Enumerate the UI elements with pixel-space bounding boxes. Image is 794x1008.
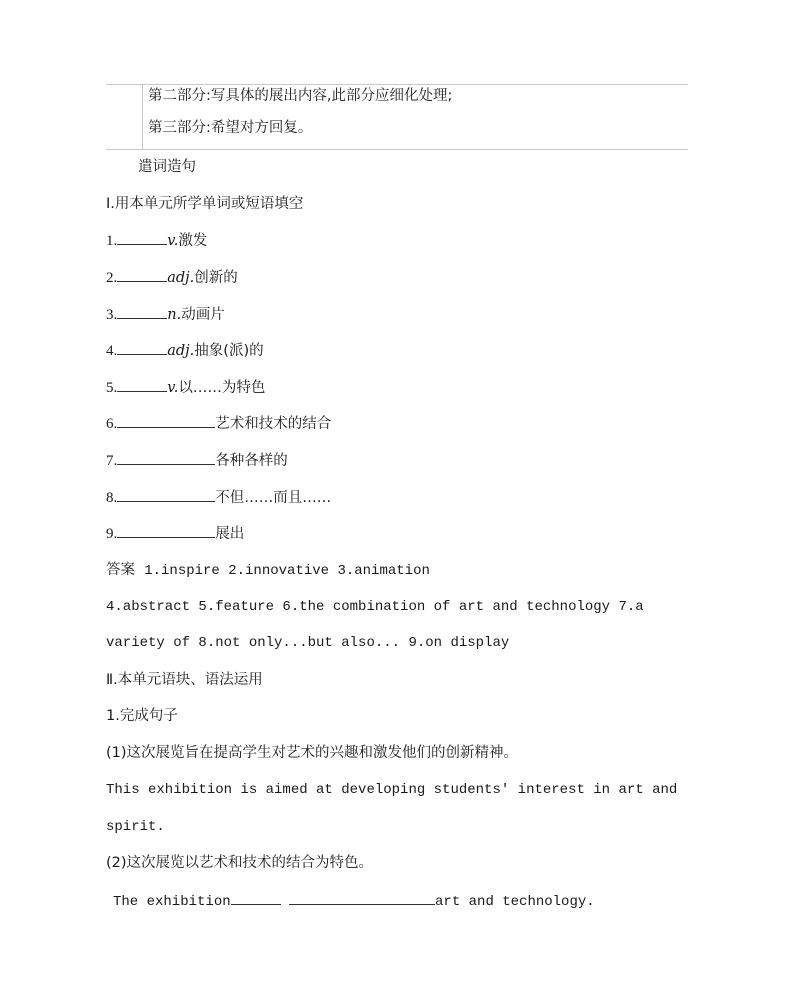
- item-meaning: 创新的: [194, 270, 238, 286]
- answer-blank: [117, 340, 167, 355]
- answers-label: 答案: [106, 562, 135, 578]
- answer-blank: [117, 377, 167, 392]
- vocab-item: [106, 413, 331, 434]
- answer-blank: [117, 304, 167, 319]
- question1-chinese: (1)这次展览旨在提高学生对艺术的兴趣和激发他们的创新精神。: [106, 745, 519, 761]
- answers-line-2: 4.abstract 5.feature 6.the combination of art and technology 7.a: [106, 599, 644, 615]
- answer-blank: [117, 413, 215, 428]
- item-number: 7.: [106, 453, 118, 469]
- vocab-item: [106, 377, 265, 398]
- part-of-speech: v.: [167, 233, 179, 249]
- item-number: 4.: [106, 343, 118, 359]
- item-meaning: 艺术和技术的结合: [215, 416, 332, 432]
- table-row-part2: 第二部分:写具体的展出内容,此部分应细化处理;: [148, 88, 453, 104]
- item-number: 5.: [106, 380, 118, 396]
- vocab-item: [106, 450, 288, 471]
- part-of-speech: n.: [167, 307, 182, 323]
- item-number: 8.: [106, 490, 118, 506]
- answers-line-1: [106, 560, 430, 581]
- vocab-item: [106, 267, 238, 288]
- item-meaning: 展出: [215, 526, 245, 542]
- answers-line-3: variety of 8.not only...but also... 9.on display: [106, 635, 510, 651]
- table-row-part3: 第三部分:希望对方回复。: [148, 120, 313, 136]
- part-of-speech: adj.: [167, 343, 195, 359]
- vocab-item: [106, 230, 207, 251]
- answer-blank: [117, 450, 215, 465]
- item-meaning: 以……为特色: [178, 380, 266, 396]
- answer-blank: [117, 487, 215, 502]
- answers-text: 1.inspire 2.innovative 3.animation: [144, 563, 430, 579]
- part2-title: Ⅱ.本单元语块、语法运用: [106, 672, 263, 688]
- part-of-speech: v.: [167, 380, 179, 396]
- answer-blank: [231, 890, 281, 905]
- item-number: 1.: [106, 233, 118, 249]
- answer-blank: [289, 890, 435, 905]
- item-meaning: 动画片: [181, 307, 225, 323]
- part-of-speech: adj.: [167, 270, 195, 286]
- section-heading: 遣词造句: [138, 159, 196, 175]
- question2-english: [113, 890, 595, 912]
- item-number: 2.: [106, 270, 118, 286]
- item-number: 6.: [106, 416, 118, 432]
- item-meaning: 激发: [178, 233, 208, 249]
- answer-blank: [117, 267, 167, 282]
- part1-title: Ⅰ.用本单元所学单词或短语填空: [106, 196, 304, 212]
- answer-blank: [117, 230, 167, 245]
- part2-subtitle: 1.完成句子: [106, 708, 178, 724]
- answer-blank: [117, 523, 215, 538]
- vocab-item: [106, 304, 225, 325]
- vocab-item: [106, 523, 244, 544]
- table-divider: [142, 85, 143, 149]
- item-meaning: 不但……而且……: [215, 490, 332, 506]
- question2-chinese: (2)这次展览以艺术和技术的结合为特色。: [106, 855, 374, 871]
- question1-english-line1: This exhibition is aimed at developing students' interest in art and: [106, 782, 678, 798]
- item-number: 3.: [106, 307, 118, 323]
- sentence-start: The exhibition: [113, 894, 231, 910]
- item-meaning: 各种各样的: [215, 453, 288, 469]
- vocab-item: [106, 487, 331, 508]
- vocab-item: [106, 340, 264, 361]
- question1-english-line2: spirit.: [106, 819, 165, 835]
- item-number: 9.: [106, 526, 118, 542]
- sentence-end: art and technology.: [435, 894, 595, 910]
- item-meaning: 抽象(派)的: [194, 343, 264, 359]
